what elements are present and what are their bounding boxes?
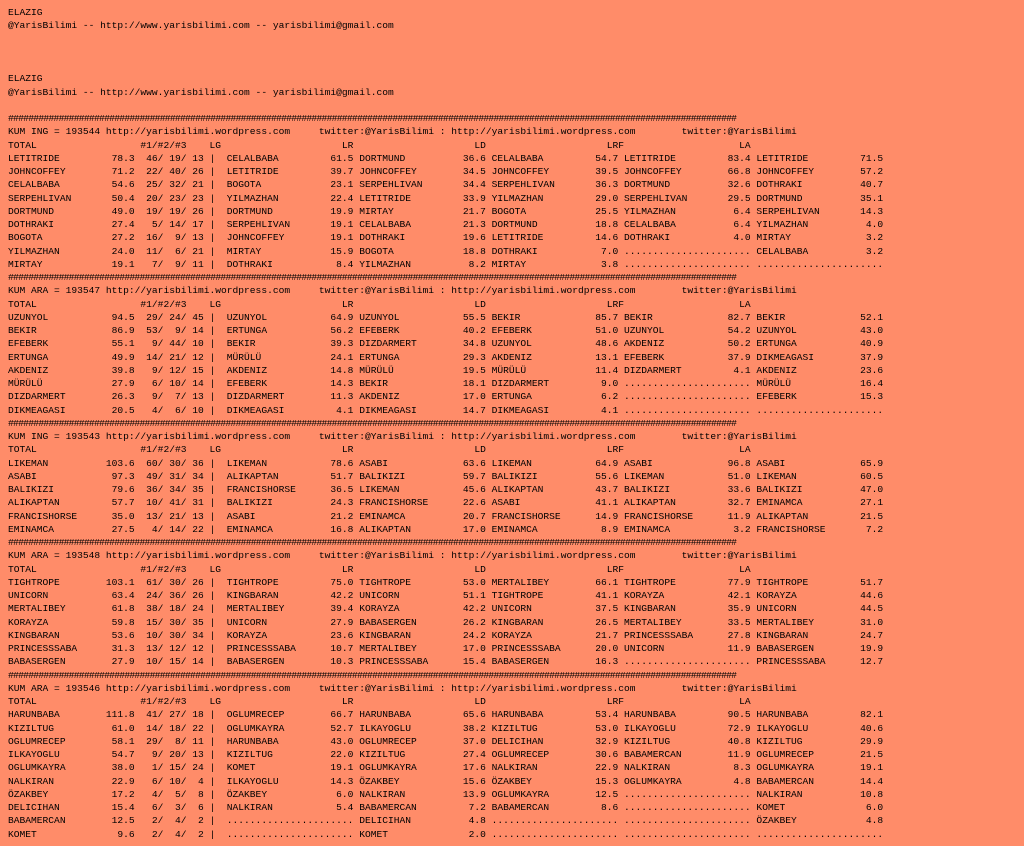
table-row: MIRTAY 19.1 7/ 9/ 11 | DOTHRAKI 8.4 YILMAZHAN 8.2 MIRTAY 3.8 ...................... ......................	[8, 258, 884, 270]
contact-line: @YarisBilimi -- http://www.yarisbilimi.com -- yarisbilimi@gmail.com	[8, 20, 394, 32]
table-row: UNICORN 63.4 24/ 36/ 26 | KINGBARAN 42.2 UNICORN 51.1 TIGHTROPE 41.1 KORAYZA 42.1 KORAYZA 44.6	[8, 590, 884, 601]
table-row: DIKMEAGASI 20.5 4/ 6/ 10 | DIKMEAGASI 4.1 DIKMEAGASI 14.7 DIKMEAGASI 4.1 ...................... ......................	[8, 404, 884, 416]
table-row: NALKIRAN 22.9 6/ 10/ 4 | ILKAYOGLU 14.3 ÖZAKBEY 15.6 ÖZAKBEY 15.3 OGLUMKAYRA 4.8 BABAMERCAN 14.4	[8, 775, 884, 787]
race-header: KUM ARA = 193548 http://yarisbilimi.wordpress.com twitter:@YarisBilimi : http://yarisbilimi.wordpress.com twitter:@YarisBilimi	[8, 550, 797, 562]
table-row: HARUNBABA 111.8 41/ 27/ 18 | OGLUMRECEP 66.7 HARUNBABA 65.6 HARUNBABA 53.4 HARUNBABA 90.5 HARUNBABA 82.1	[8, 709, 884, 721]
column-header: TOTAL #1/#2/#3 LG LR LD LRF LA	[8, 563, 751, 575]
table-row: ÖZAKBEY 17.2 4/ 5/ 8 | ÖZAKBEY 6.0 NALKIRAN 13.9 OGLUMKAYRA 12.5 ...................... NALKIRAN 10.8	[8, 788, 884, 800]
table-row: DELICIHAN 15.4 6/ 3/ 6 | NALKIRAN 5.4 BABAMERCAN 7.2 BABAMERCAN 8.6 ...................... KOMET 6.0	[8, 802, 884, 813]
race-header: KUM ARA = 193547 http://yarisbilimi.wordpress.com twitter:@YarisBilimi : http://yarisbilimi.wordpress.com twitter:@YarisBilimi	[8, 285, 797, 297]
table-row: JOHNCOFFEY 71.2 22/ 40/ 26 | LETITRIDE 39.7 JOHNCOFFEY 34.5 JOHNCOFFEY 39.5 JOHNCOFFEY 66.8 JOHNCOFFEY 57.2	[8, 166, 884, 177]
table-row: BABAMERCAN 12.5 2/ 4/ 2 | ...................... DELICIHAN 4.8 ...................... ...................... ÖZAKBEY 4.8	[8, 815, 884, 827]
table-row: BABASERGEN 27.9 10/ 15/ 14 | BABASERGEN 10.3 PRINCESSSABA 15.4 BABASERGEN 16.3 ...................... PRINCESSSABA 12.7	[8, 656, 884, 668]
table-row: KOMET 9.6 2/ 4/ 2 | ...................... KOMET 2.0 ...................... ...................... ......................	[8, 828, 884, 840]
contact-line: @YarisBilimi -- http://www.yarisbilimi.com -- yarisbilimi@gmail.com	[8, 86, 394, 98]
table-row: DIZDARMERT 26.3 9/ 7/ 13 | DIZDARMERT 11.3 AKDENIZ 17.0 ERTUNGA 6.2 ...................... EFEBERK 15.3	[8, 391, 884, 403]
section-separator: ################################################################################################################################################	[8, 113, 737, 124]
table-row: KINGBARAN 53.6 10/ 30/ 34 | KORAYZA 23.6 KINGBARAN 24.2 KORAYZA 21.7 PRINCESSSABA 27.8 KINGBARAN 24.7	[8, 629, 884, 641]
table-row: YILMAZHAN 24.0 11/ 6/ 21 | MIRTAY 15.9 BOGOTA 18.8 DOTHRAKI 7.0 ...................... CELALBABA 3.2	[8, 245, 884, 257]
race-header: KUM ING = 193544 http://yarisbilimi.wordpress.com twitter:@YarisBilimi : http://yarisbilimi.wordpress.com twitter:@YarisBilimi	[8, 126, 797, 138]
section-separator: ################################################################################################################################################	[8, 417, 737, 429]
table-row: FRANCISHORSE 35.0 13/ 21/ 13 | ASABI 21.2 EMINAMCA 20.7 FRANCISHORSE 14.9 FRANCISHORSE 11.9 ALIKAPTAN 21.5	[8, 510, 884, 522]
table-row: LIKEMAN 103.6 60/ 30/ 36 | LIKEMAN 78.6 ASABI 63.6 LIKEMAN 64.9 ASABI 96.8 ASABI 65.9	[8, 457, 884, 469]
table-row: EFEBERK 55.1 9/ 44/ 10 | BEKIR 39.3 DIZDARMERT 34.8 UZUNYOL 48.6 AKDENIZ 50.2 ERTUNGA 40.9	[8, 338, 884, 350]
table-row: CELALBABA 54.6 25/ 32/ 21 | BOGOTA 23.1 SERPEHLIVAN 34.4 SERPEHLIVAN 36.3 DORTMUND 32.6 DOTHRAKI 40.7	[8, 179, 884, 191]
table-row: MÜRÜLÜ 27.9 6/ 10/ 14 | EFEBERK 14.3 BEKIR 18.1 DIZDARMERT 9.0 ...................... MÜRÜLÜ 16.4	[8, 378, 884, 389]
city-title: ELAZIG	[8, 73, 43, 85]
table-row: DORTMUND 49.0 19/ 19/ 26 | DORTMUND 19.9 MIRTAY 21.7 BOGOTA 25.5 YILMAZHAN 6.4 SERPEHLIVAN 14.3	[8, 205, 884, 217]
table-row: TIGHTROPE 103.1 61/ 30/ 26 | TIGHTROPE 75.0 TIGHTROPE 53.0 MERTALIBEY 66.1 TIGHTROPE 77.9 TIGHTROPE 51.7	[8, 576, 884, 588]
table-row: SERPEHLIVAN 50.4 20/ 23/ 23 | YILMAZHAN 22.4 LETITRIDE 33.9 YILMAZHAN 29.0 SERPEHLIVAN 29.5 DORTMUND 35.1	[8, 192, 884, 204]
table-row: EMINAMCA 27.5 4/ 14/ 22 | EMINAMCA 16.8 ALIKAPTAN 17.0 EMINAMCA 8.9 EMINAMCA 3.2 FRANCISHORSE 7.2	[8, 523, 884, 535]
table-row: MERTALIBEY 61.8 38/ 18/ 24 | MERTALIBEY 39.4 KORAYZA 42.2 UNICORN 37.5 KINGBARAN 35.9 UNICORN 44.5	[8, 603, 884, 615]
table-row: BOGOTA 27.2 16/ 9/ 13 | JOHNCOFFEY 19.1 DOTHRAKI 19.6 LETITRIDE 14.6 DOTHRAKI 4.0 MIRTAY 3.2	[8, 232, 884, 244]
table-row: KIZILTUG 61.0 14/ 18/ 22 | OGLUMKAYRA 52.7 ILKAYOGLU 38.2 KIZILTUG 53.0 ILKAYOGLU 72.9 ILKAYOGLU 40.6	[8, 722, 884, 734]
city-title: ELAZIG	[8, 7, 43, 18]
table-row: ALIKAPTAN 57.7 10/ 41/ 31 | BALIKIZI 24.3 FRANCISHORSE 22.6 ASABI 41.1 ALIKAPTAN 32.7 EMINAMCA 27.1	[8, 497, 884, 509]
column-header: TOTAL #1/#2/#3 LG LR LD LRF LA	[8, 696, 751, 707]
table-row: BEKIR 86.9 53/ 9/ 14 | ERTUNGA 56.2 EFEBERK 40.2 EFEBERK 51.0 UZUNYOL 54.2 UZUNYOL 43.0	[8, 325, 884, 336]
blank-line	[8, 33, 1016, 46]
table-row: BALIKIZI 79.6 36/ 34/ 35 | FRANCISHORSE 36.5 LIKEMAN 45.6 ALIKAPTAN 43.7 BALIKIZI 33.6 BALIKIZI 47.0	[8, 484, 884, 495]
table-row: DOTHRAKI 27.4 5/ 14/ 17 | SERPEHLIVAN 19.1 CELALBABA 21.3 DORTMUND 18.8 CELALBABA 6.4 YILMAZHAN 4.0	[8, 219, 884, 230]
table-row: UZUNYOL 94.5 29/ 24/ 45 | UZUNYOL 64.9 UZUNYOL 55.5 BEKIR 85.7 BEKIR 82.7 BEKIR 52.1	[8, 311, 884, 323]
section-separator: ################################################################################################################################################	[8, 537, 737, 548]
column-header: TOTAL #1/#2/#3 LG LR LD LRF LA	[8, 298, 751, 310]
table-row: LETITRIDE 78.3 46/ 19/ 13 | CELALBABA 61.5 DORTMUND 36.6 CELALBABA 54.7 LETITRIDE 83.4 LETITRIDE 71.5	[8, 152, 884, 164]
section-separator: ################################################################################################################################################	[8, 669, 737, 681]
column-header: TOTAL #1/#2/#3 LG LR LD LRF LA	[8, 444, 751, 456]
section-separator: ################################################################################################################################################	[8, 272, 737, 283]
table-row: OGLUMKAYRA 38.0 1/ 15/ 24 | KOMET 19.1 OGLUMKAYRA 17.6 NALKIRAN 22.9 NALKIRAN 8.3 OGLUMKAYRA 19.1	[8, 762, 884, 774]
blank-line	[8, 99, 1016, 112]
table-row: AKDENIZ 39.8 9/ 12/ 15 | AKDENIZ 14.8 MÜRÜLÜ 19.5 MÜRÜLÜ 11.4 DIZDARMERT 4.1 AKDENIZ 23.6	[8, 364, 884, 376]
column-header: TOTAL #1/#2/#3 LG LR LD LRF LA	[8, 139, 751, 151]
table-row: PRINCESSSABA 31.3 13/ 12/ 12 | PRINCESSSABA 10.7 MERTALIBEY 17.0 PRINCESSSABA 20.0 UNICORN 11.9 BABASERGEN 19.9	[8, 643, 884, 654]
table-row: ASABI 97.3 49/ 31/ 34 | ALIKAPTAN 51.7 BALIKIZI 59.7 BALIKIZI 55.6 LIKEMAN 51.0 LIKEMAN 60.5	[8, 470, 884, 482]
race-header: KUM ARA = 193546 http://yarisbilimi.wordpress.com twitter:@YarisBilimi : http://yarisbilimi.wordpress.com twitter:@YarisBilimi	[8, 682, 797, 694]
table-row: ERTUNGA 49.9 14/ 21/ 12 | MÜRÜLÜ 24.1 ERTUNGA 29.3 AKDENIZ 13.1 EFEBERK 37.9 DIKMEAGASI 37.9	[8, 351, 884, 363]
race-header: KUM ING = 193543 http://yarisbilimi.wordpress.com twitter:@YarisBilimi : http://yarisbilimi.wordpress.com twitter:@YarisBilimi	[8, 431, 797, 442]
table-row: ILKAYOGLU 54.7 9/ 20/ 13 | KIZILTUG 22.0 KIZILTUG 27.4 OGLUMRECEP 30.6 BABAMERCAN 11.9 OGLUMRECEP 21.5	[8, 749, 884, 760]
blank-line	[8, 46, 1016, 59]
table-row: KORAYZA 59.8 15/ 30/ 35 | UNICORN 27.9 BABASERGEN 26.2 KINGBARAN 26.5 MERTALIBEY 33.5 MERTALIBEY 31.0	[8, 616, 884, 628]
table-row: OGLUMRECEP 58.1 29/ 8/ 11 | HARUNBABA 43.0 OGLUMRECEP 37.0 DELICIHAN 32.9 KIZILTUG 40.8 KIZILTUG 29.9	[8, 735, 884, 747]
blank-line	[8, 59, 1016, 72]
